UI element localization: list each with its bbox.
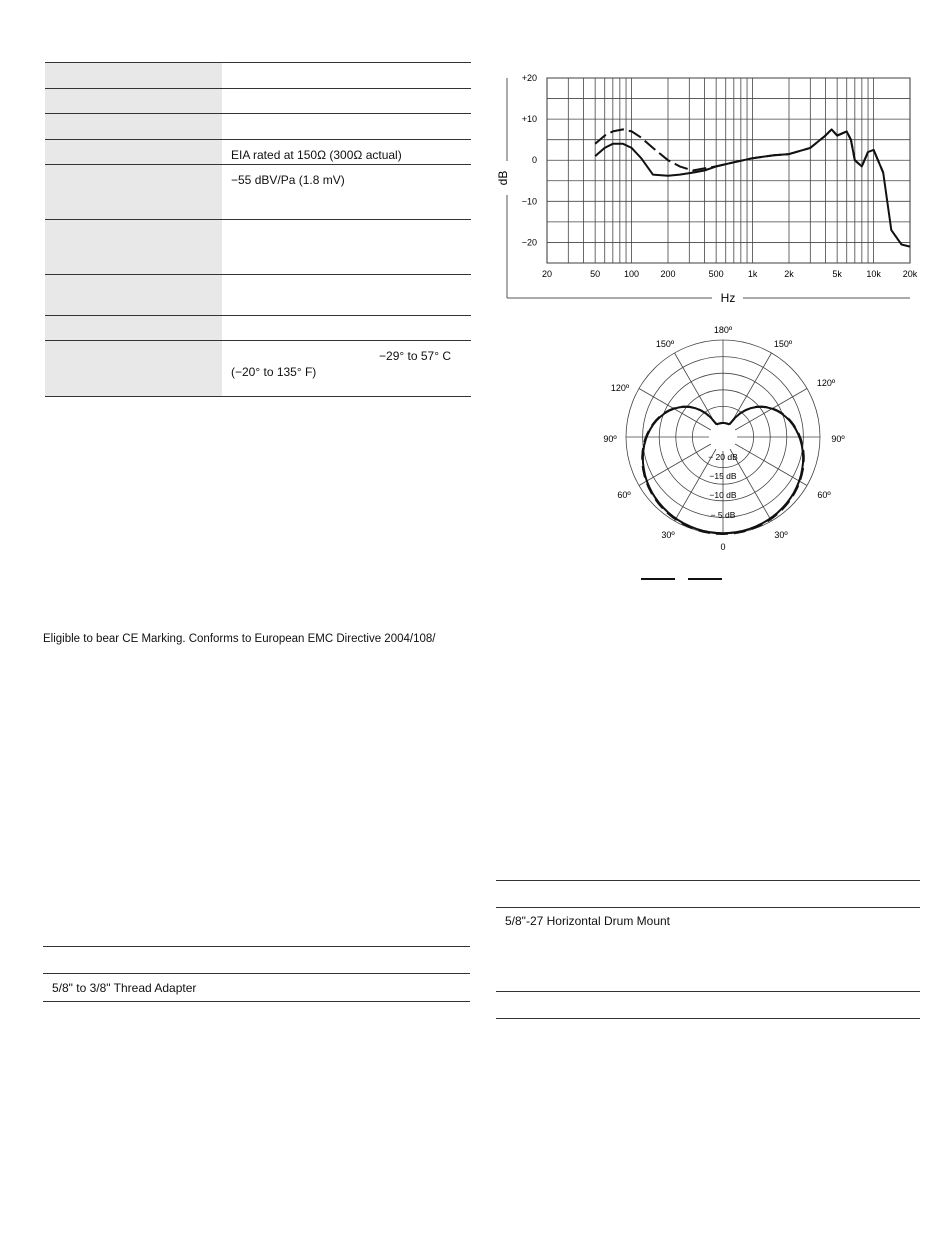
- x-tick-label: 50: [590, 269, 601, 279]
- spec-label: [45, 114, 222, 139]
- ring-label: −10 dB: [709, 490, 737, 500]
- y-tick-label: 0: [531, 155, 537, 166]
- divider: [496, 880, 920, 881]
- divider: [496, 907, 920, 908]
- angle-label: 90º: [831, 434, 845, 444]
- spec-row: [45, 164, 471, 219]
- spec-label: [45, 165, 222, 219]
- temperature-celsius: −29° to 57° C: [379, 349, 451, 363]
- divider: [43, 946, 470, 947]
- y-tick-labels: [522, 73, 537, 247]
- x-tick-label: 5k: [832, 269, 842, 279]
- x-axis-label: Hz: [720, 291, 736, 305]
- angle-label: 60º: [817, 490, 831, 500]
- x-tick-label: 200: [660, 269, 676, 279]
- divider: [43, 1001, 470, 1002]
- spec-row: [45, 315, 471, 340]
- impedance-value: EIA rated at 150Ω (300Ω actual): [231, 148, 402, 162]
- x-tick-label: 500: [708, 269, 724, 279]
- accessory-item: 5/8" to 3/8" Thread Adapter: [52, 981, 197, 995]
- frequency-response-chart: [490, 65, 930, 310]
- grid-lines: [547, 78, 910, 263]
- angle-label: 150º: [773, 339, 793, 349]
- angle-label: 120º: [816, 378, 836, 388]
- y-tick-label: +10: [521, 114, 537, 125]
- x-tick-label: 100: [624, 269, 640, 279]
- x-tick-label: 20k: [902, 269, 918, 279]
- angle-label: 30º: [661, 530, 675, 540]
- divider: [43, 973, 470, 974]
- y-tick-label: −20: [521, 237, 537, 248]
- spec-row: [45, 274, 471, 315]
- temperature-value: [231, 348, 451, 380]
- polar-pattern-chart: [595, 320, 855, 590]
- table-bottom-rule: [45, 396, 471, 397]
- accessory-item: 5/8"-27 Horizontal Drum Mount: [505, 914, 670, 928]
- y-tick-label: −10: [521, 196, 537, 207]
- temperature-fahrenheit: (−20° to 135° F): [231, 365, 317, 379]
- sensitivity-value: −55 dBV/Pa (1.8 mV): [231, 173, 345, 187]
- spec-label: [45, 220, 222, 274]
- spec-row: [45, 88, 471, 113]
- spec-label: [45, 341, 222, 396]
- polar-spokes: [626, 340, 820, 534]
- spec-row: [45, 139, 471, 164]
- spec-label: [45, 275, 222, 315]
- spec-label: [45, 316, 222, 340]
- plot-frame: [547, 78, 910, 263]
- angle-label: 90º: [603, 434, 617, 444]
- spec-row: [45, 62, 471, 88]
- angle-label: 150º: [655, 339, 675, 349]
- ring-label: − 5 dB: [710, 510, 736, 520]
- ring-label: − 20 dB: [708, 452, 738, 462]
- x-tick-label: 10k: [866, 269, 881, 279]
- spec-row: [45, 113, 471, 139]
- spec-label: [45, 89, 222, 113]
- x-tick-label: 2k: [784, 269, 794, 279]
- x-tick-label: 1k: [747, 269, 758, 279]
- spec-label: [45, 63, 222, 88]
- compliance-note: Eligible to bear CE Marking. Conforms to European EMC Directive 2004/108/: [43, 633, 436, 645]
- dashed-response-line: [595, 129, 883, 172]
- divider: [496, 991, 920, 992]
- angle-label: 120º: [610, 383, 630, 393]
- angle-label: 180º: [713, 325, 733, 335]
- angle-label: 0: [720, 542, 726, 552]
- spec-row: [45, 340, 471, 396]
- spec-table: [45, 62, 471, 397]
- x-tick-labels: [542, 269, 918, 279]
- spec-label: [45, 140, 222, 164]
- y-tick-label: +20: [521, 73, 537, 83]
- angle-label: 30º: [774, 530, 788, 540]
- y-axis-label: dB: [496, 170, 510, 186]
- angle-label: 60º: [617, 490, 631, 500]
- divider: [496, 1018, 920, 1019]
- x-tick-label: 20: [541, 269, 553, 279]
- ring-label: −15 dB: [709, 471, 737, 481]
- spec-row: [45, 219, 471, 274]
